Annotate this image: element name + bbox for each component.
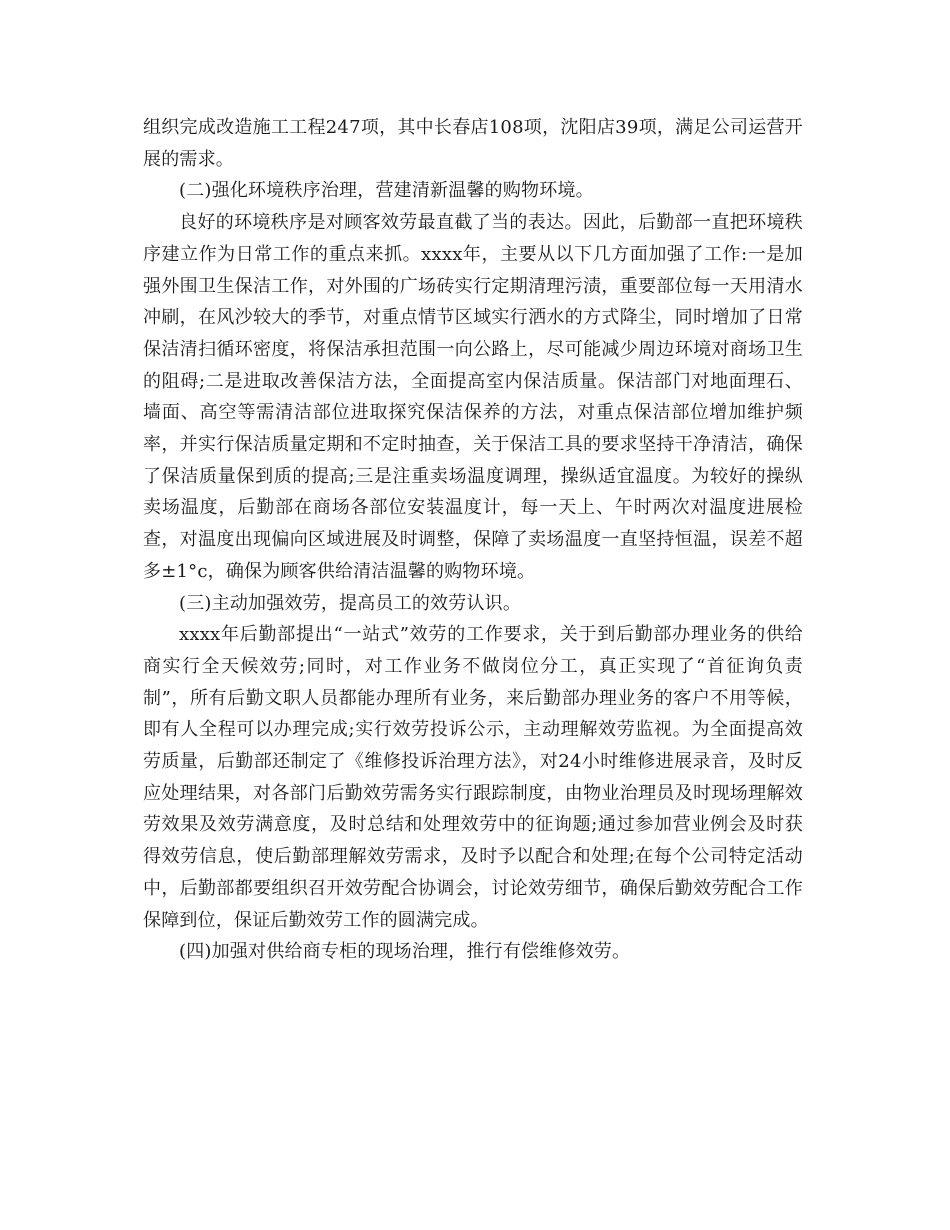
- paragraph-environment: 良好的环境秩序是对顾客效劳最直截了当的表达。因此，后勤部一直把环境秩序建立作为日常工作的重点来抓。xxxx年，主要从以下几方面加强了工作:一是加强外围卫生保洁工作，对外围的广场砖实行定期清理污渍，重要部位每一天用清水冲刷，在风沙较大的季节，对重点情节区域实行洒水的方式降尘，同时增加了日常保洁清扫循环密度，将保洁承担范围一向公路上，尽可能减少周边环境对商场卫生的阻碍;二是进取改善保洁方法，全面提高室内保洁质量。保洁部门对地面理石、墙面、高空等需清洁部位进取探究保洁保养的方法，对重点保洁部位增加维护频率，并实行保洁质量定期和不定时抽查，关于保洁工具的要求坚持干净清洁，确保了保洁质量保到质的提高;三是注重卖场温度调理，操纵适宜温度。为较好的操纵卖场温度，后勤部在商场各部位安装温度计，每一天上、午时两次对温度进展检查，对温度出现偏向区域进展及时调整，保障了卖场温度一直坚持恒温，误差不超多±1°c，确保为顾客供给清洁温馨的购物环境。: [143, 212, 803, 582]
- paragraph-service: xxxx年后勤部提出“一站式”效劳的工作要求，关于到后勤部办理业务的供给商实行全天候效劳;同时，对工作业务不做岗位分工，真正实现了“首征询负责制”，所有后勤文职人员都能办理所有业务，来后勤部办理业务的客户不用等候，即有人全程可以办理完成;实行效劳投诉公示，主动理解效劳监视。为全面提高效劳质量，后勤部还制定了《维修投诉治理方法》，对24小时维修进展录音，及时反应处理结果，对各部门后勤效劳需务实行跟踪制度，由物业治理员及时现场理解效劳效果及效劳满意度，及时总结和处理效劳中的征询题;通过参加营业例会及时获得效劳信息，使后勤部理解效劳需求，及时予以配合和处理;在每个公司特定活动中，后勤部都要组织召开效劳配合协调会，讨论效劳细节，确保后勤效劳配合工作保障到位，保证后勤效劳工作的圆满完成。: [143, 624, 803, 931]
- section-heading-four: (四)加强对供给商专柜的现场治理，推行有偿维修效劳。: [179, 941, 631, 963]
- section-heading-two: (二)强化环境秩序治理，营建清新温馨的购物环境。: [179, 180, 594, 202]
- paragraph-continuation: 组织完成改造施工工程247项，其中长春店108项，沈阳店39项，满足公司运营开展的需求。: [143, 117, 803, 170]
- section-heading-three: (三)主动加强效劳，提高员工的效劳认识。: [179, 592, 522, 614]
- document-body: [143, 112, 803, 968]
